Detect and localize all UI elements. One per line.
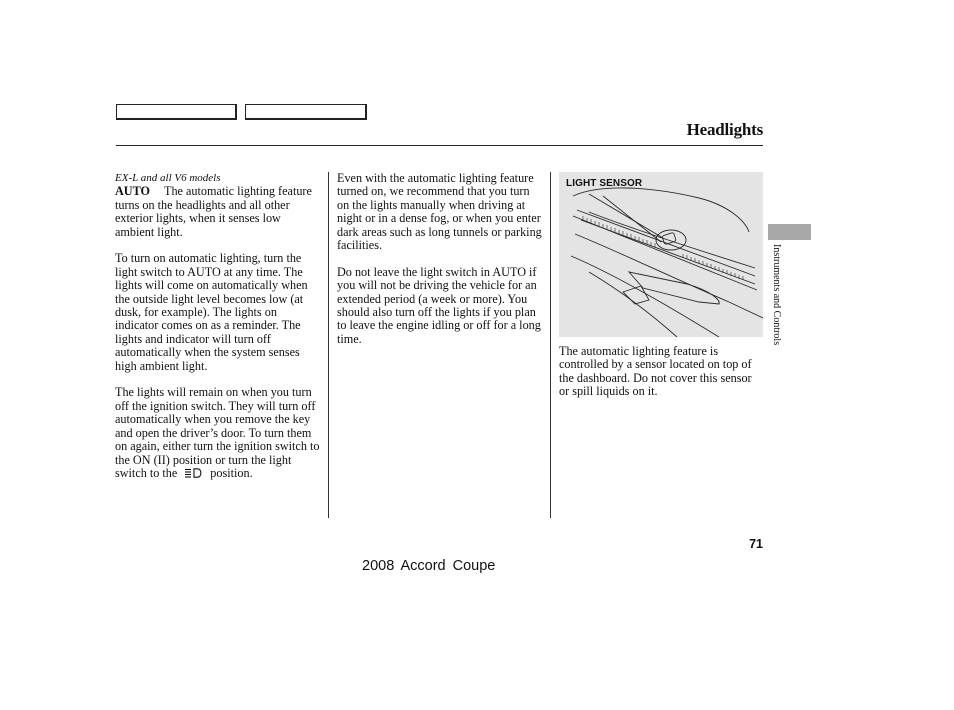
dashboard-illustration <box>559 172 763 337</box>
text-column-1 <box>115 172 323 494</box>
title-rule <box>116 145 763 146</box>
auto-paragraph <box>115 185 323 239</box>
page-title: Headlights <box>686 120 763 139</box>
turn-on-paragraph: To turn on automatic lighting, turn the light switch to AUTO at any time. The lights will come on automatically when the outside light level becomes low (at dusk, for example). The lights on indicator comes on as a reminder. The lights and indicator will turn off automatically when the system senses high ambient light. <box>115 251 308 373</box>
section-tab-marker <box>768 224 811 240</box>
section-side-label <box>770 244 784 374</box>
column-divider-1 <box>328 172 329 518</box>
auto-term: AUTO <box>115 184 150 199</box>
light-sensor-label: LIGHT SENSOR <box>566 178 643 189</box>
text-column-2 <box>337 172 542 360</box>
remain-on-text-end: position. <box>210 465 253 480</box>
nav-tab-1[interactable] <box>116 104 237 120</box>
light-sensor-figure <box>559 172 763 337</box>
column-divider-2 <box>550 172 551 518</box>
auto-description: The automatic lighting feature turns on the headlights and all other exterior lights, when it senses low ambient light. <box>115 184 312 239</box>
nav-tab-2[interactable] <box>245 104 367 120</box>
page-number: 71 <box>749 537 763 551</box>
headlight-icon <box>185 468 203 478</box>
recommend-paragraph: Even with the automatic lighting feature turned on, we recommend that you turn on the lights manually when driving at night or in a dense fog, or when you enter dark areas such as long tunnels or parking facilities. <box>337 171 542 253</box>
book-title-footer: 2008 Accord Coupe <box>362 558 496 574</box>
sensor-caption: The automatic lighting feature is controlled by a sensor located on top of the dashboard. Do not cover this sensor or spill liquids on it. <box>559 344 752 399</box>
remain-on-paragraph <box>115 386 323 480</box>
remain-on-text: The lights will remain on when you turn off the ignition switch. They will turn off automatically when you remove the key and open the driver’s door. To turn them on again, either turn the ignition switch to the ON (II) position or turn the light switch to the <box>115 385 320 480</box>
model-note: EX-L and all V6 models <box>115 172 221 184</box>
section-side-label-text: Instruments and Controls <box>771 244 782 346</box>
do-not-leave-paragraph: Do not leave the light switch in AUTO if you will not be driving the vehicle for an extended period (a week or more). You should also turn off the lights if you plan to leave the engine idling or off for a long time. <box>337 264 541 346</box>
text-column-3 <box>559 345 764 412</box>
